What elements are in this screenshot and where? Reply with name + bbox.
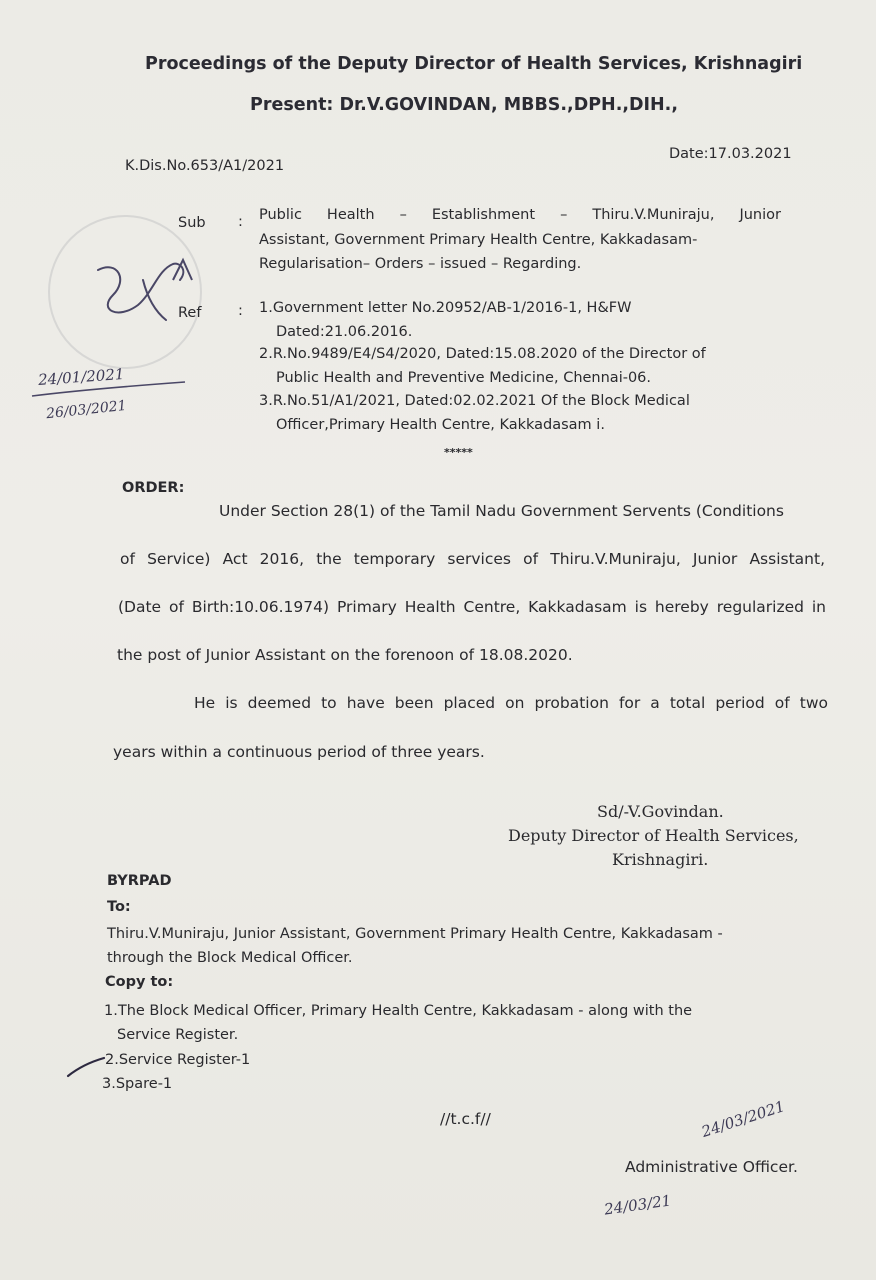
order-paragraph-line: (Date of Birth:10.06.1974) Primary Health Centre, Kakkadasam is hereby regularized in [118, 598, 826, 616]
signature-designation: Deputy Director of Health Services, [508, 826, 799, 845]
order-paragraph-line: the post of Junior Assistant on the forenoon of 18.08.2020. [117, 646, 573, 664]
to-address-line: through the Block Medical Officer. [107, 950, 353, 966]
document-title: Proceedings of the Deputy Director of Health Services, Krishnagiri [145, 54, 803, 74]
order-paragraph-line: Under Section 28(1) of the Tamil Nadu Government Servents (Conditions [219, 502, 784, 520]
copy-to-label: Copy to: [105, 974, 174, 990]
reference-number: K.Dis.No.653/A1/2021 [125, 158, 285, 174]
handwritten-date: 26/03/2021 [45, 397, 128, 423]
separator-stars: ***** [444, 446, 473, 459]
administrative-officer: Administrative Officer. [625, 1158, 798, 1176]
checkmark-icon [66, 1050, 106, 1080]
order-paragraph-line: of Service) Act 2016, the temporary services of Thiru.V.Muniraju, Junior Assistant, [120, 550, 825, 568]
reference-item: Public Health and Preventive Medicine, Chennai-06. [276, 370, 652, 386]
reference-item: Officer,Primary Health Centre, Kakkadasam i. [276, 417, 605, 433]
subject-line: Regularisation– Orders – issued – Regarding. [259, 256, 582, 272]
byrpad-label: BYRPAD [107, 873, 172, 889]
subject-label: Sub [178, 215, 206, 231]
order-heading: ORDER: [122, 480, 185, 496]
signature-name: Sd/-V.Govindan. [597, 802, 724, 821]
copy-item: 1.The Block Medical Officer, Primary Health Centre, Kakkadasam - along with the [104, 1003, 693, 1019]
to-label: To: [107, 899, 131, 915]
reference-item: 2.R.No.9489/E4/S4/2020, Dated:15.08.2020 of the Director of [259, 346, 706, 362]
copy-item: 3.Spare-1 [102, 1076, 173, 1092]
handwritten-initial-date: 24/03/21 [603, 1191, 673, 1219]
order-paragraph-line: He is deemed to have been placed on probation for a total period of two [194, 694, 828, 712]
tcf-marker: //t.c.f// [440, 1110, 491, 1128]
document-date: Date:17.03.2021 [669, 146, 792, 162]
copy-item: Service Register. [117, 1027, 239, 1043]
to-address-line: Thiru.V.Muniraju, Junior Assistant, Government Primary Health Centre, Kakkadasam - [107, 926, 723, 942]
present-officer: Present: Dr.V.GOVINDAN, MBBS.,DPH.,DIH., [250, 95, 678, 115]
handwritten-underline [30, 380, 190, 400]
subject-line: Assistant, Government Primary Health Centre, Kakkadasam- [259, 232, 698, 248]
reference-item: Dated:21.06.2016. [276, 324, 413, 340]
reference-colon: : [238, 303, 243, 319]
order-paragraph-line: years within a continuous period of three years. [113, 743, 485, 761]
signature-location: Krishnagiri. [612, 850, 709, 869]
copy-item: 2.Service Register-1 [105, 1052, 251, 1068]
reference-label: Ref [178, 305, 202, 321]
handwritten-date: 24/01/2021 [37, 365, 125, 389]
subject-line: Public Health – Establishment – Thiru.V.Muniraju, Junior [259, 207, 781, 223]
reference-item: 1.Government letter No.20952/AB-1/2016-1, H&FW [259, 300, 632, 316]
reference-item: 3.R.No.51/A1/2021, Dated:02.02.2021 Of the Block Medical [259, 393, 690, 409]
subject-colon: : [238, 214, 243, 230]
handwritten-initials-signature [88, 250, 208, 340]
handwritten-signature-date: 24/03/2021 [699, 1097, 788, 1141]
